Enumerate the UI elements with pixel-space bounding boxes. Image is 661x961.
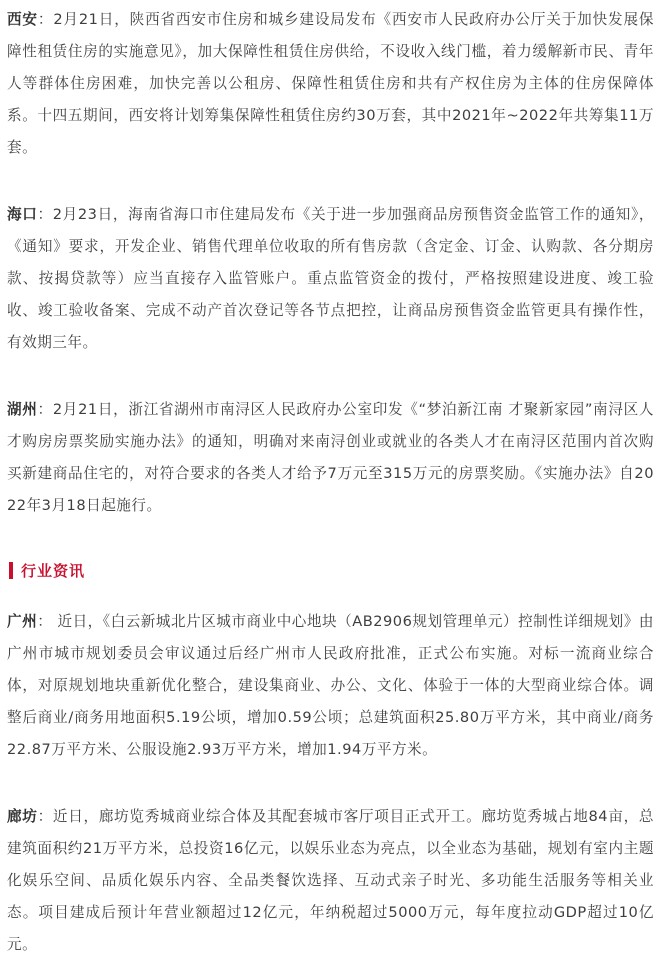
section-accent-bar <box>9 562 13 579</box>
paragraph-spacer <box>7 522 654 554</box>
news-paragraph-xian <box>7 4 654 164</box>
section-heading <box>7 554 654 586</box>
city-label-xian: 西安 <box>7 11 38 28</box>
city-separator: ： <box>37 613 53 630</box>
industry-paragraph-guangzhou <box>7 606 654 766</box>
industry-text-guangzhou: 近日，《白云新城北片区城市商业中心地块（AB2906规划管理单元）控制性详细规划》由广州市城市规划委员会审议通过后经广州市人民政府批准，正式公布实施。对标一流商业综合体，对原规划地块重新优化整合，建设集商业、办公、文化、体验于一体的大型商业综合体。调整后商业/商务用地面积5.19公顷，增加0.59公顷；总建筑面积25.80万平方米，其中商业/商务22.87万平方米、公服设施2.93万平方米，增加1.94万平方米。 <box>7 613 654 758</box>
city-separator: ： <box>37 401 53 418</box>
industry-paragraph-langfang <box>7 801 654 961</box>
news-text-xian: 2月21日，陕西省西安市住房和城乡建设局发布《西安市人民政府办公厅关于加快发展保障性租赁住房的实施意见》，加大保障性租赁住房供给，不设收入线门槛，着力缓解新市民、青年人等群体住房困难，加快完善以公租房、保障性租赁住房和共有产权住房为主体的住房保障体系。十四五期间，西安将计划筹集保障性租赁住房约30万套，其中2021年~2022年共筹集11万套。 <box>7 11 654 156</box>
industry-text-langfang: 近日，廊坊览秀城商业综合体及其配套城市客厅项目正式开工。廊坊览秀城占地84亩，总建筑面积约21万平方米，总投资16亿元，以娱乐业态为亮点，以全业态为基础，规划有室内主题化娱乐空间、品质化娱乐内容、全品类餐饮选择、互动式亲子时光、多功能生活服务等相关业态。项目建成后预计年营业额超过12亿元，年纳税超过5000万元，每年度拉动GDP超过10亿元。 <box>7 808 654 953</box>
section-title: 行业资讯 <box>21 561 86 580</box>
city-label-huzhou: 湖州 <box>7 401 38 418</box>
city-label-langfang: 廊坊 <box>7 808 38 825</box>
paragraph-spacer <box>7 766 654 801</box>
paragraph-spacer <box>7 586 654 606</box>
city-label-guangzhou: 广州 <box>7 613 38 630</box>
city-label-haikou: 海口 <box>7 206 38 223</box>
news-paragraph-huzhou <box>7 394 654 522</box>
news-text-huzhou: 2月21日，浙江省湖州市南浔区人民政府办公室印发《“梦泊新江南 才聚新家园”南浔区人才购房房票奖励实施办法》的通知，明确对来南浔创业或就业的各类人才在南浔区范围内首次购买新建商品住宅的，对符合要求的各类人才给予7万元至315万元的房票奖励。《实施办法》自2022年3月18日起施行。 <box>7 401 654 514</box>
news-paragraph-haikou <box>7 199 654 359</box>
city-separator: ： <box>37 11 54 28</box>
paragraph-spacer <box>7 359 654 394</box>
city-separator: ： <box>37 206 53 223</box>
paragraph-spacer <box>7 164 654 199</box>
news-text-haikou: 2月23日，海南省海口市住建局发布《关于进一步加强商品房预售资金监管工作的通知》，《通知》要求，开发企业、销售代理单位收取的所有售房款（含定金、订金、认购款、各分期房款、按揭贷款等）应当直接存入监管账户。重点监管资金的拨付，严格按照建设进度、竣工验收、竣工验收备案、完成不动产首次登记等各节点把控，让商品房预售资金监管更具有操作性，有效期三年。 <box>7 206 654 351</box>
city-separator: ： <box>37 808 53 825</box>
